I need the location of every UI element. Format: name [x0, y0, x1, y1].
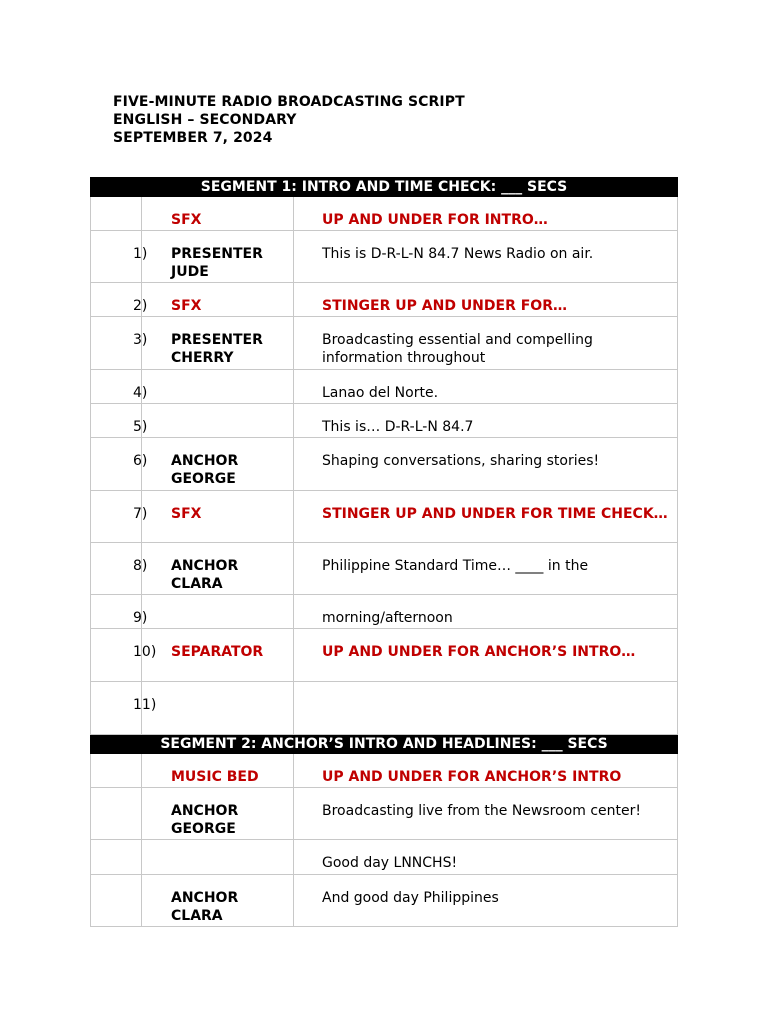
script-row: [91, 404, 678, 438]
script-row: [91, 629, 678, 682]
speaker-cue: SFX: [142, 197, 294, 231]
speaker-cue: ANCHOR CLARA: [142, 543, 294, 595]
script-row: [91, 231, 678, 283]
line-number: 2): [91, 283, 142, 317]
script-row: [91, 283, 678, 317]
speaker-cue: SEPARATOR: [142, 629, 294, 682]
speaker-cue: [142, 840, 294, 875]
script-title: FIVE-MINUTE RADIO BROADCASTING SCRIPT: [113, 94, 465, 110]
speaker-cue: MUSIC BED: [142, 754, 294, 788]
sound-cue-text: UP AND UNDER FOR ANCHOR’S INTRO: [294, 754, 678, 788]
script-row: [91, 788, 678, 840]
speaker-cue: PRESENTER JUDE: [142, 231, 294, 283]
line-number: 3): [91, 317, 142, 370]
speaker-cue: [142, 370, 294, 404]
speaker-cue: [142, 682, 294, 735]
spoken-line: Lanao del Norte.: [294, 370, 678, 404]
segment-title: SEGMENT 2: ANCHOR’S INTRO AND HEADLINES: ___ SECS: [91, 735, 678, 754]
spoken-line: Broadcasting essential and compelling information throughout: [294, 317, 678, 370]
line-number: [91, 197, 142, 231]
spoken-line: [294, 682, 678, 735]
sound-cue-text: UP AND UNDER FOR INTRO…: [294, 197, 678, 231]
line-number: 4): [91, 370, 142, 404]
spoken-line: Good day LNNCHS!: [294, 840, 678, 875]
line-number: 8): [91, 543, 142, 595]
spoken-line: This is… D-R-L-N 84.7: [294, 404, 678, 438]
script-row: [91, 682, 678, 735]
line-number: 10): [91, 629, 142, 682]
sound-cue-text: STINGER UP AND UNDER FOR…: [294, 283, 678, 317]
script-table: [90, 177, 678, 927]
spoken-line: Shaping conversations, sharing stories!: [294, 438, 678, 491]
line-number: 6): [91, 438, 142, 491]
speaker-cue: SFX: [142, 283, 294, 317]
line-number: 9): [91, 595, 142, 629]
spoken-line: morning/afternoon: [294, 595, 678, 629]
document-header: [113, 93, 465, 147]
line-number: 1): [91, 231, 142, 283]
line-number: 5): [91, 404, 142, 438]
segment-title: SEGMENT 1: INTRO AND TIME CHECK: ___ SECS: [91, 178, 678, 197]
script-row: [91, 491, 678, 543]
speaker-cue: PRESENTER CHERRY: [142, 317, 294, 370]
speaker-cue: [142, 595, 294, 629]
speaker-cue: ANCHOR GEORGE: [142, 438, 294, 491]
script-row: [91, 595, 678, 629]
line-number: [91, 754, 142, 788]
spoken-line: Broadcasting live from the Newsroom center!: [294, 788, 678, 840]
spoken-line: And good day Philippines: [294, 875, 678, 927]
script-row: [91, 197, 678, 231]
script-row: [91, 840, 678, 875]
subject-line: ENGLISH – SECONDARY: [113, 112, 297, 128]
date-line: SEPTEMBER 7, 2024: [113, 130, 273, 146]
script-row: [91, 754, 678, 788]
sound-cue-text: UP AND UNDER FOR ANCHOR’S INTRO…: [294, 629, 678, 682]
speaker-cue: SFX: [142, 491, 294, 543]
line-number: [91, 840, 142, 875]
line-number: [91, 875, 142, 927]
script-row: [91, 875, 678, 927]
segment-header: [91, 735, 678, 754]
speaker-cue: [142, 404, 294, 438]
speaker-cue: ANCHOR GEORGE: [142, 788, 294, 840]
script-row: [91, 543, 678, 595]
spoken-line: This is D-R-L-N 84.7 News Radio on air.: [294, 231, 678, 283]
script-row: [91, 438, 678, 491]
line-number: [91, 788, 142, 840]
line-number: 7): [91, 491, 142, 543]
script-row: [91, 370, 678, 404]
script-row: [91, 317, 678, 370]
sound-cue-text: STINGER UP AND UNDER FOR TIME CHECK…: [294, 491, 678, 543]
speaker-cue: ANCHOR CLARA: [142, 875, 294, 927]
line-number: 11): [91, 682, 142, 735]
spoken-line: Philippine Standard Time… ____ in the: [294, 543, 678, 595]
segment-header: [91, 178, 678, 197]
